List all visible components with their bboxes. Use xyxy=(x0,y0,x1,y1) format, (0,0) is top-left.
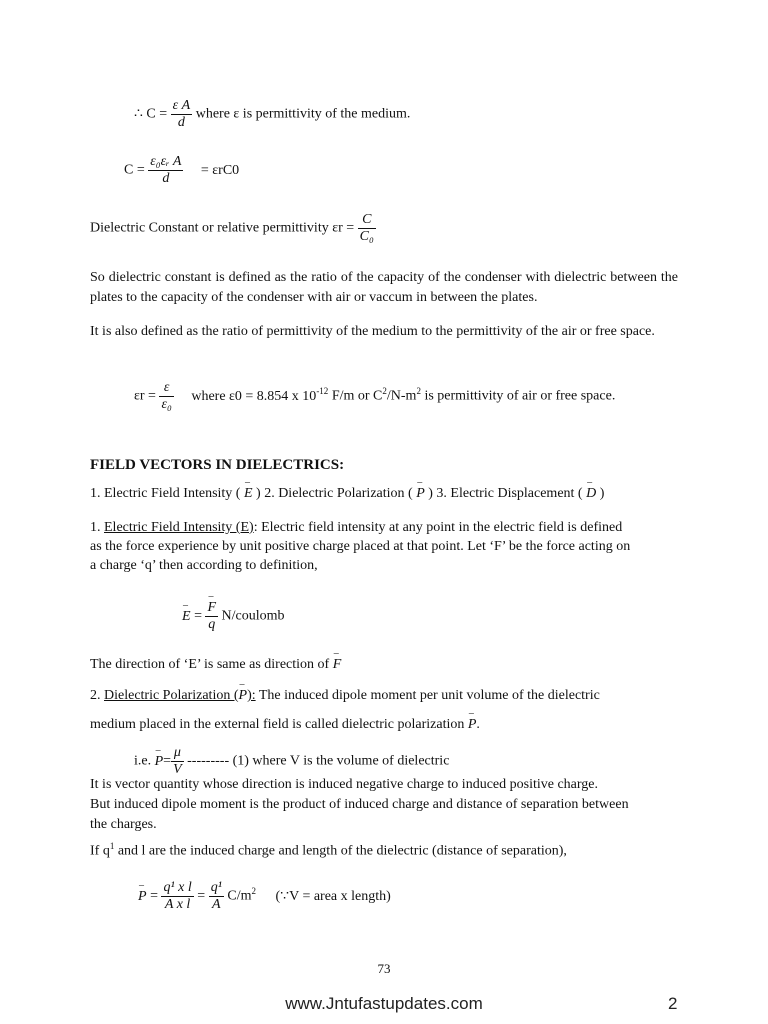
eq7-note: (∵V = area x length) xyxy=(275,888,391,904)
eq7-numerator-2: q¹ xyxy=(210,880,222,895)
eq7-unit: C/m xyxy=(227,888,252,904)
eq2-prefix: C = xyxy=(124,162,145,178)
eq4-fraction xyxy=(159,380,173,413)
eq7-fraction-2 xyxy=(209,880,224,913)
eq4-exp1: -12 xyxy=(316,386,329,397)
eq4-numerator: ε xyxy=(159,380,173,397)
eq6-denominator: V xyxy=(173,762,182,777)
eq3-numerator: C xyxy=(358,212,376,229)
dp-title-b: ): xyxy=(247,688,256,703)
vectors-text-b: ) 2. Dielectric Polarization ( xyxy=(256,486,413,501)
page-number: 73 xyxy=(377,961,391,976)
eq5-fraction xyxy=(205,600,218,633)
direction-line xyxy=(90,655,341,675)
vector-p-symbol: – P xyxy=(416,484,425,504)
eq5-unit: N/coulomb xyxy=(221,608,285,624)
eq1-denominator: d xyxy=(177,115,185,130)
eq4-tail: is permittivity of air or free space. xyxy=(420,388,616,404)
efi-line-3: a charge ‘q’ then according to definition, xyxy=(90,558,318,573)
eq2-fraction xyxy=(148,154,183,187)
eq5-numerator-vec: – F xyxy=(207,600,216,616)
eq1-numerator: ε A xyxy=(172,98,191,113)
vector-d-symbol: – D xyxy=(586,484,596,504)
efi-body-1: : Electric field intensity at any point in the electric field is defined xyxy=(253,520,623,535)
paragraph-dielectric-definition: So dielectric constant is defined as the ratio of the capacity of the condenser with dielectric between the plates to the capacity of the condenser with air or vaccum in between the plates. xyxy=(90,270,678,305)
eq4-exp3: 2 xyxy=(416,386,421,397)
eq2-suffix: = εrC0 xyxy=(200,162,240,178)
eq6-fraction xyxy=(171,745,184,778)
eq7-fraction-1 xyxy=(161,880,193,913)
equation-polarization-volume xyxy=(134,745,449,778)
dp-body-2: medium placed in the external field is called dielectric polarization xyxy=(90,717,465,732)
equation-capacitance xyxy=(134,98,410,131)
equation-capacitance-relative xyxy=(124,154,239,187)
eq1-prefix: ∴ C = xyxy=(134,106,168,122)
vector-e-symbol: – E xyxy=(244,484,253,504)
efi-line-2: as the force experience by unit positive charge placed at that point. Let ‘F’ be the force acting on xyxy=(90,539,631,554)
eq5-lhs: – E xyxy=(182,607,191,627)
eq5-numerator xyxy=(205,600,218,617)
efi-number: 1. xyxy=(90,520,104,535)
direction-vector-f: – F xyxy=(333,655,342,675)
dp-body-1: The induced dipole moment per unit volume of the dielectric xyxy=(255,688,600,703)
equation-dielectric-constant xyxy=(90,212,376,245)
vectors-text-c: ) 3. Electric Displacement ( xyxy=(428,486,583,501)
footer-page-number: 2 xyxy=(668,994,678,1013)
eq6-ie: i.e. xyxy=(134,753,152,769)
vectors-text-d: ) xyxy=(599,486,605,501)
dp-title xyxy=(104,688,256,703)
eq7-denominator-2: A xyxy=(212,897,221,912)
eq1-suffix: where ε is permittivity of the medium. xyxy=(195,106,411,122)
eq3-fraction xyxy=(358,212,376,245)
eq6-rest: --------- (1) where V is the volume of dielectric xyxy=(187,753,450,769)
dp-line-1 xyxy=(90,686,600,706)
equation-relative-permittivity xyxy=(134,380,615,413)
eq4-mid: F/m or C xyxy=(328,388,383,404)
dp-tail: . xyxy=(476,717,480,732)
dp-vector-p: – P xyxy=(468,715,477,735)
equation-field-intensity xyxy=(182,600,285,633)
eq2-denominator: d xyxy=(162,171,170,186)
footer-url-link[interactable]: www.Jntufastupdates.com xyxy=(285,994,483,1013)
vector-direction-line: It is vector quantity whose direction is induced negative charge to induced positive charge. xyxy=(90,777,598,792)
equation-polarization-area xyxy=(138,880,391,913)
eq3-text: Dielectric Constant or relative permittivity εr = xyxy=(90,220,355,236)
eq4-mid2: /N-m xyxy=(386,388,417,404)
line4-a: If q xyxy=(90,843,110,859)
section-heading: FIELD VECTORS IN DIELECTRICS: xyxy=(90,457,345,473)
eq7-lhs: – P xyxy=(138,887,147,907)
eq3-denominator: C₀ xyxy=(359,229,374,244)
eq5-equals: = xyxy=(194,608,202,624)
eq6-equals: = xyxy=(163,753,172,769)
eq4-where: where ε0 = 8.854 x 10 xyxy=(191,388,317,404)
eq1-fraction xyxy=(171,98,193,131)
eq2-numerator: ε₀εᵣ A xyxy=(150,154,182,169)
eq4-prefix: εr = xyxy=(134,388,156,404)
vectors-text-a: 1. Electric Field Intensity ( xyxy=(90,486,241,501)
eq4-exp2: 2 xyxy=(382,386,387,397)
dipole-moment-line: But induced dipole moment is the product of induced charge and distance of separation between xyxy=(90,797,629,812)
dp-title-a: Dielectric Polarization ( xyxy=(104,688,239,703)
induced-charge-line xyxy=(90,836,567,862)
dp-title-vector: – P xyxy=(239,686,248,706)
eq7-equals: = xyxy=(150,888,158,904)
direction-text: The direction of ‘E’ is same as direction of xyxy=(90,657,330,672)
paragraph-permittivity-definition: It is also defined as the ratio of permittivity of the medium to the permittivity of the air or free space. xyxy=(90,324,655,339)
dp-line-2 xyxy=(90,715,480,735)
efi-title: Electric Field Intensity (E) xyxy=(104,520,254,535)
eq6-numerator: μ xyxy=(171,745,184,762)
efi-line-1 xyxy=(90,518,622,538)
charges-line: the charges. xyxy=(90,817,157,832)
eq5-denominator: q xyxy=(208,617,216,632)
eq7-unit-sup: 2 xyxy=(251,886,257,897)
eq7-equals-2: = xyxy=(197,888,206,904)
dp-number: 2. xyxy=(90,688,104,703)
field-vectors-list xyxy=(90,484,604,504)
eq6-lhs: – P xyxy=(155,752,164,772)
eq4-denominator: ε₀ xyxy=(161,397,172,412)
line4-b: and l are the induced charge and length of the dielectric (distance of separation), xyxy=(114,843,567,859)
eq7-denominator-1: A x l xyxy=(164,897,191,912)
line4-sup: 1 xyxy=(109,841,115,851)
eq7-numerator-1: q¹ x l xyxy=(163,880,192,895)
